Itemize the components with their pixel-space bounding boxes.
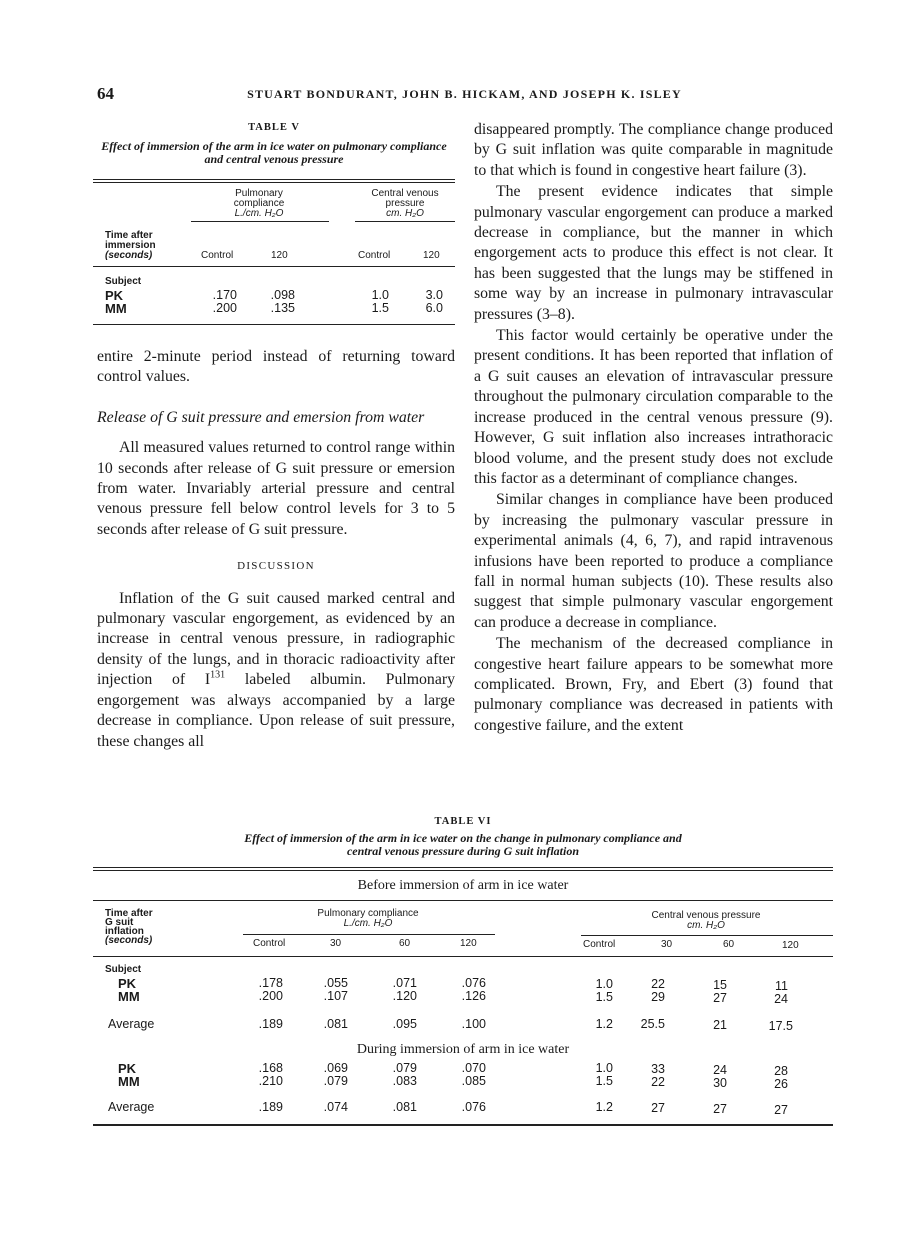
t6-col-cvp-control: Control [583,939,616,950]
t6-during-label: During immersion of arm in ice water [356,1042,570,1057]
right-para-1: disappeared promptly. The compliance change produced by G suit inflation was quite comparable in magnitude to that which is found in congestive heart failure (3). [474,121,833,179]
t6-col-cvp-30: 30 [661,939,673,950]
table-5: TABLE V Effect of immersion of the arm in ice water on pulmonary compliance and central venous pressure Pulmonary compliance L./cm. H₂O Central venous pressure cm. H₂O Time after immersion (seconds) Control 120 Control 120 Subject PK .170 .098 1.0 3.0 MM .200 .135 1.5 6.0 [93,118,455,330]
left-para-continued: entire 2-minute period instead of returning toward control values. [97,348,455,386]
t5-col-pc-control: Control [201,250,234,261]
t6-time-header: Time after G suit inflation (seconds) [105,908,153,946]
section-title-release: Release of G suit pressure and emersion from water [97,408,425,426]
discussion-heading: DISCUSSION [237,560,315,573]
running-title: STUART BONDURANT, JOHN B. HICKAM, AND JOSEPH K. ISLEY [247,87,682,101]
right-para-2: The present evidence indicates that simple pulmonary vascular engorgement can produce a marked decrease in compliance, but the manner in which engorgement acts to produce this effect is not clear. It has been suggested that the lungs may be stiffened in some way by an increase in pulmonary intravascular pressures (3–8). [474,183,833,323]
table-6-caption: Effect of immersion of the arm in ice water on the change in pulmonary compliance and central venous pressure during G suit inflation [244,831,682,858]
t6-group-venous: Central venous pressure cm. H₂O [651,910,761,931]
t6-col-pc-30: 30 [330,938,342,949]
right-column [474,120,833,736]
t5-col-cvp-control: Control [358,250,391,261]
t6-col-cvp-120: 120 [782,940,799,951]
t5-time-header: Time after immersion (seconds) [105,230,156,261]
t5-group-compliance: Pulmonary compliance L./cm. H₂O [233,188,285,219]
right-para-5: The mechanism of the decreased compliance in congestive heart failure appears to be somewhat more complicated. Brown, Fry, and Ebert (3) found that pulmonary compliance was decreased in patients with congestive failure, and the extent [474,635,833,734]
t6-col-cvp-60: 60 [723,939,735,950]
table-6: TABLE VI Effect of immersion of the arm in ice water on the change in pulmonary compliance and central venous pressure during G suit inflation Before immersion of arm in ice water Time after G suit inflation (seconds) Pulmonary compliance L./cm. H₂O Central venous pressure cm. H₂O Control 30 60 120 Control 30 60 120 Subject PK .178 .055 .071 .076 1.0 22 15 11 MM .200 .107 .120 .126 1.5 29 27 24 Average .189 .081 .095 .100 1.2 25.5 21 17.5 During immersion of arm in ice water PK .168 .069 .079 .070 1.0 33 24 28 MM .210 .079 .083 .085 1.5 22 30 26 Average .189 .074 .081 .076 1.2 27 27 27 [93,812,833,1132]
t6-group-compliance: Pulmonary compliance L./cm. H₂O [317,908,419,929]
t6-col-pc-60: 60 [399,938,411,949]
t5-subject-label: Subject [105,276,142,287]
left-column [97,347,455,752]
t5-col-cvp-120: 120 [423,250,440,261]
right-para-4: Similar changes in compliance have been produced by increasing the pulmonary vascular pressure in experimental animals (4, 6, 7), and rapid intravenous infusions have been reported to produce a compliance fall in normal human subjects (10). These results also suggest that simple pulmonary vascular engorgement can produce a decrease in compliance. [474,491,833,631]
t5-group-venous: Central venous pressure cm. H₂O [371,188,439,219]
table-5-label: TABLE V [248,122,300,133]
t6-before-label: Before immersion of arm in ice water [357,878,569,893]
left-para-release: All measured values returned to control range within 10 seconds after release of G suit pressure or emersion from water. Invariably arterial pressure and central venous pressure fell below control levels for 3 to 5 seconds after release of G suit pressure. [97,439,455,538]
left-para-discussion: Inflation of the G suit caused marked central and pulmonary vascular engorgement, as evidenced by an increase in central venous pressure, in radiographic density of the lungs, and in thoracic radioactivity after injection of $I^{131}$ labeled albumin. Pulmonary engorgement was always accompanied by a large decrease in compliance. Upon release of suit pressure, these changes all [97,589,455,750]
running-header [97,84,832,106]
table-6-label: TABLE VI [434,816,492,827]
table-5-caption: Effect of immersion of the arm in ice water on pulmonary compliance and central venous pressure [101,139,447,166]
page-number: 64 [97,84,114,103]
t6-subject-label: Subject [105,964,142,975]
t5-col-pc-120: 120 [271,250,288,261]
t6-col-pc-120: 120 [460,938,477,949]
t6-col-pc-control: Control [253,938,286,949]
right-para-3: This factor would certainly be operative under the present conditions. It has been reported that inflation of a G suit causes an elevation of intravascular pressure throughout the pulmonary circulation comparable to the increase produced in the central venous pressure (9). However, G suit inflation also increases intrathoracic blood volume, and the present study does not exclude this factor as a determinant of compliance changes. [474,327,833,487]
